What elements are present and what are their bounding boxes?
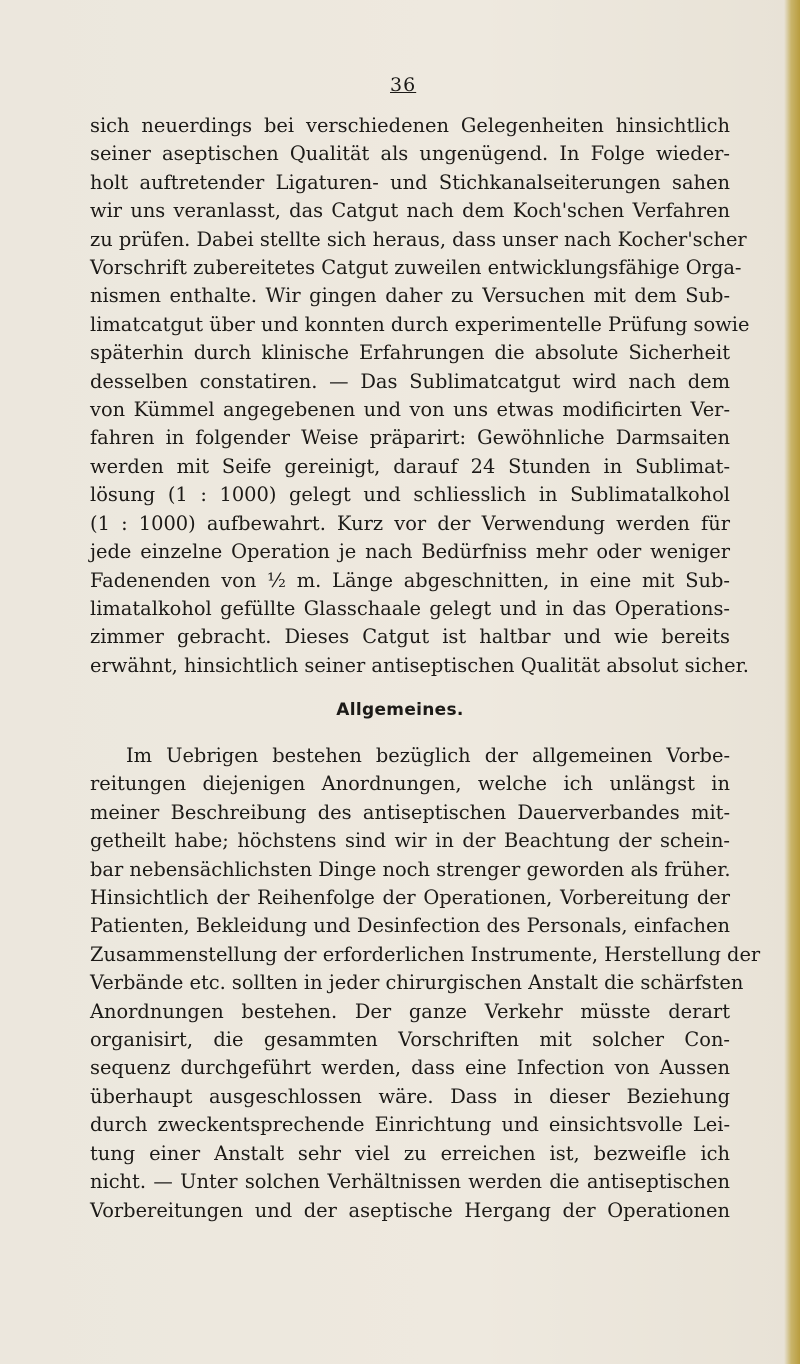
- text-line: holt auftretender Ligaturen- und Stichkanalseiterungen sahen: [90, 170, 730, 194]
- text-line: reitungen diejenigen Anordnungen, welche ich unlängst in: [90, 772, 730, 796]
- text-line: werden mit Seife gereinigt, darauf 24 Stunden in Sublimat-: [90, 454, 730, 478]
- text-line: Hinsichtlich der Reihenfolge der Operationen, Vorbereitung der: [90, 886, 730, 910]
- text-line: fahren in folgender Weise präparirt: Gewöhnliche Darmsaiten: [90, 426, 730, 450]
- text-line: meiner Beschreibung des antiseptischen Dauerverbandes mit-: [90, 800, 730, 824]
- text-line: Patienten, Bekleidung und Desinfection des Personals, einfachen: [90, 914, 730, 938]
- text-line: sequenz durchgeführt werden, dass eine Infection von Aussen: [90, 1056, 730, 1080]
- text-line: sich neuerdings bei verschiedenen Gelegenheiten hinsichtlich: [90, 114, 730, 137]
- text-line: jede einzelne Operation je nach Bedürfniss mehr oder weniger: [90, 540, 730, 564]
- text-line: Fadenenden von ½ m. Länge abgeschnitten, in eine mit Sub-: [90, 568, 730, 592]
- text-line: getheilt habe; höchstens sind wir in der Beachtung der schein-: [90, 829, 730, 853]
- text-line: Im Uebrigen bestehen bezüglich der allgemeinen Vorbe-: [126, 744, 730, 767]
- text-line: limatcatgut über und konnten durch experimentelle Prüfung sowie: [90, 312, 750, 336]
- text-line: seiner aseptischen Qualität als ungenügend. In Folge wieder-: [90, 142, 730, 166]
- text-line: lösung (1 : 1000) gelegt und schliesslich in Sublimatalkohol: [90, 483, 730, 507]
- text-line: zimmer gebracht. Dieses Catgut ist haltbar und wie bereits: [90, 625, 730, 649]
- text-line: (1 : 1000) aufbewahrt. Kurz vor der Verwendung werden für: [90, 511, 730, 535]
- text-line: Vorschrift zubereitetes Catgut zuweilen entwicklungsfähige Orga-: [90, 256, 742, 280]
- page-edge: [784, 0, 800, 1364]
- text-line: desselben constatiren. — Das Sublimatcatgut wird nach dem: [90, 369, 730, 393]
- text-line: Anordnungen bestehen. Der ganze Verkehr müsste derart: [90, 999, 730, 1023]
- text-line: tung einer Anstalt sehr viel zu erreichen ist, bezweifle ich: [90, 1141, 730, 1165]
- page-number: 36: [390, 74, 417, 96]
- paragraph-catgut: [90, 112, 750, 680]
- text-line: erwähnt, hinsichtlich seiner antiseptischen Qualität absolut sicher.: [90, 653, 749, 677]
- text-line: bar nebensächlichsten Dinge noch strenger geworden als früher.: [90, 857, 731, 881]
- text-line: von Kümmel angegebenen und von uns etwas modificirten Ver-: [90, 398, 730, 422]
- text-line: zu prüfen. Dabei stellte sich heraus, dass unser nach Kocher'scher: [90, 227, 747, 251]
- text-line: durch zweckentsprechende Einrichtung und einsichtsvolle Lei-: [90, 1113, 730, 1137]
- section-heading: Allgemeines.: [336, 700, 464, 720]
- text-line: Zusammenstellung der erforderlichen Instrumente, Herstellung der: [90, 942, 761, 966]
- paragraph-allgemeines: [90, 742, 761, 1225]
- text-line: organisirt, die gesammten Vorschriften mit solcher Con-: [90, 1028, 730, 1052]
- text-line: Verbände etc. sollten in jeder chirurgischen Anstalt die schärfsten: [90, 971, 744, 995]
- text-line: späterhin durch klinische Erfahrungen die absolute Sicherheit: [90, 341, 730, 365]
- text-line: Vorbereitungen und der aseptische Hergang der Operationen: [90, 1198, 730, 1222]
- text-line: überhaupt ausgeschlossen wäre. Dass in dieser Beziehung: [90, 1084, 730, 1108]
- text-line: nismen enthalte. Wir gingen daher zu Versuchen mit dem Sub-: [90, 284, 730, 308]
- text-line: limatalkohol gefüllte Glasschaale gelegt und in das Operations-: [90, 596, 730, 620]
- text-line: wir uns veranlasst, das Catgut nach dem Koch'schen Verfahren: [90, 199, 730, 223]
- text-line: nicht. — Unter solchen Verhältnissen werden die antiseptischen: [90, 1170, 730, 1194]
